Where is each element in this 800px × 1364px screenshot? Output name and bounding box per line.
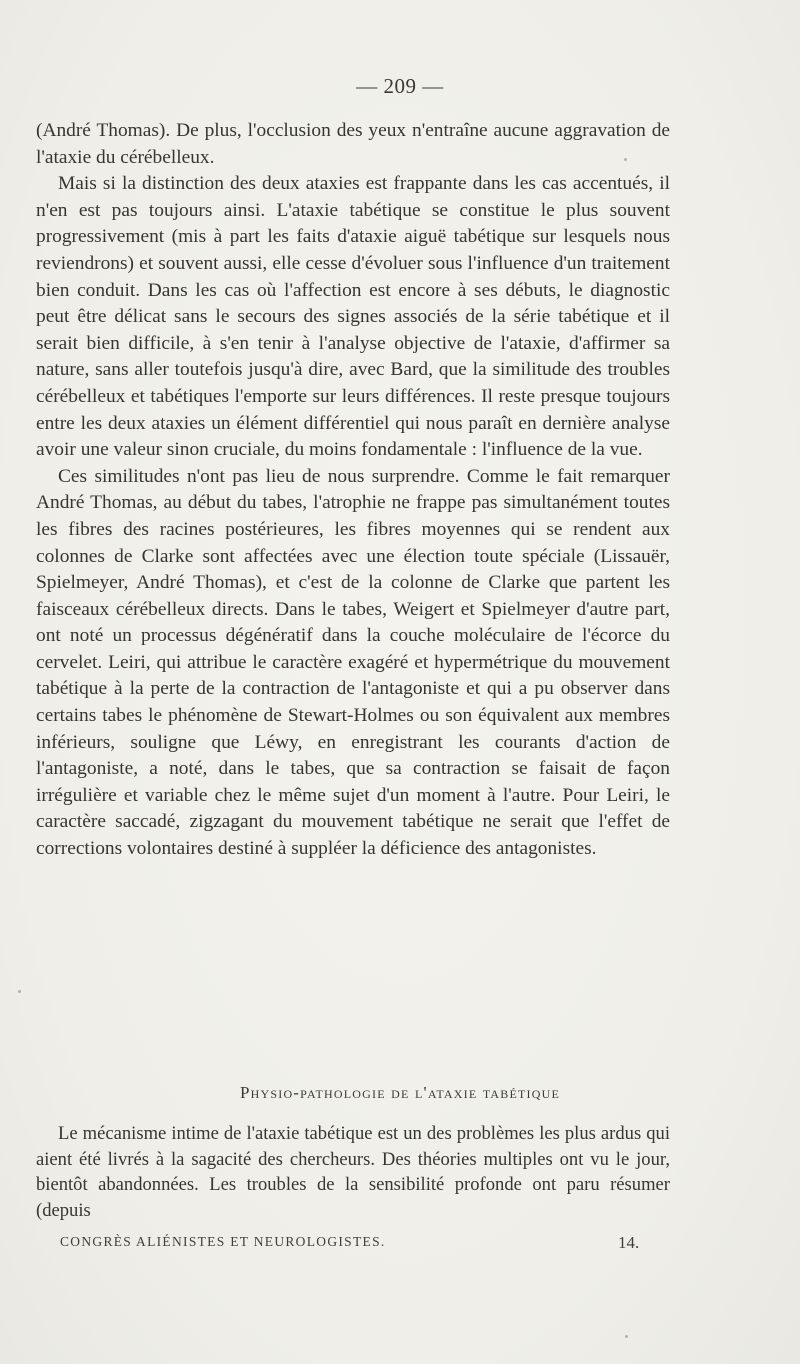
footer-signature-mark: 14. (618, 1233, 640, 1252)
footer-publication: CONGRÈS ALIÉNISTES ET NEUROLOGISTES. (60, 1234, 386, 1249)
main-text (36, 118, 670, 863)
paper-speck (624, 158, 627, 161)
section-paragraph: Le mécanisme intime de l'ataxie tabétique est un des problèmes les plus ardus qui aient été livrés à la sagacité des chercheurs. Des théories multiples ont vu le jour, bientôt abandonnées. Les troubles de la sensibilité profonde ont paru résumer (depuis (36, 1123, 670, 1221)
paragraph-1: (André Thomas). De plus, l'occlusion des yeux n'entraîne aucune aggravation de l'ataxie du cérébelleux. (36, 120, 670, 168)
section-heading: Physio-pathologie de l'ataxie tabétique (239, 1083, 560, 1102)
paper-speck (625, 1335, 628, 1338)
page-number: — 209 — (356, 74, 444, 98)
paper-speck (18, 990, 21, 993)
section-text (36, 1121, 670, 1223)
paragraph-2: Mais si la distinction des deux ataxies est frappante dans les cas accentués, il n'en est pas toujours ainsi. L'ataxie tabétique se constitue le plus souvent progressivement (mis à part les faits d'ataxie aiguë tabétique sur lesquels nous reviendrons) et souvent aussi, elle cesse d'évoluer sous l'influence d'un traitement bien conduit. Dans les cas où l'affection est encore à ses débuts, le diagnostic peut être délicat sans le secours des signes associés de la série tabétique et il serait bien difficile, à s'en tenir à l'analyse objective de l'ataxie, d'affirmer sa nature, sans aller toutefois jusqu'à dire, avec Bard, que la similitude des troubles cérébelleux et tabétiques l'emporte sur leurs différences. Il reste presque toujours entre les deux ataxies un élément différentiel qui nous paraît en dernière analyse avoir une valeur sinon cruciale, du moins fondamentale : l'influence de la vue. (36, 173, 670, 461)
paragraph-3: Ces similitudes n'ont pas lieu de nous surprendre. Comme le fait remarquer André Thomas, au début du tabes, l'atrophie ne frappe pas simultanément toutes les fibres des racines postérieures, les fibres moyennes qui se rendent aux colonnes de Clarke sont affectées avec une élection toute spéciale (Lissauër, Spielmeyer, André Thomas), et c'est de la colonne de Clarke que partent les faisceaux cérébelleux directs. Dans le tabes, Weigert et Spielmeyer d'autre part, ont noté un processus dégénératif dans la couche moléculaire de l'écorce du cervelet. Leiri, qui attribue le caractère exagéré et hypermétrique du mouvement tabétique à la perte de la contraction de l'antagoniste et qui a pu observer dans certains tabes le phénomène de Stewart-Holmes ou son équivalent aux membres inférieurs, souligne que Léwy, en enregistrant les courants d'action de l'antagoniste, a noté, dans le tabes, que sa contraction se faisait de façon irrégulière et variable chez le même sujet d'un moment à l'autre. Pour Leiri, le caractère saccadé, zigzagant du mouvement tabétique ne serait que l'effet de corrections volontaires destiné à suppléer la déficience des antagonistes. (36, 465, 670, 860)
